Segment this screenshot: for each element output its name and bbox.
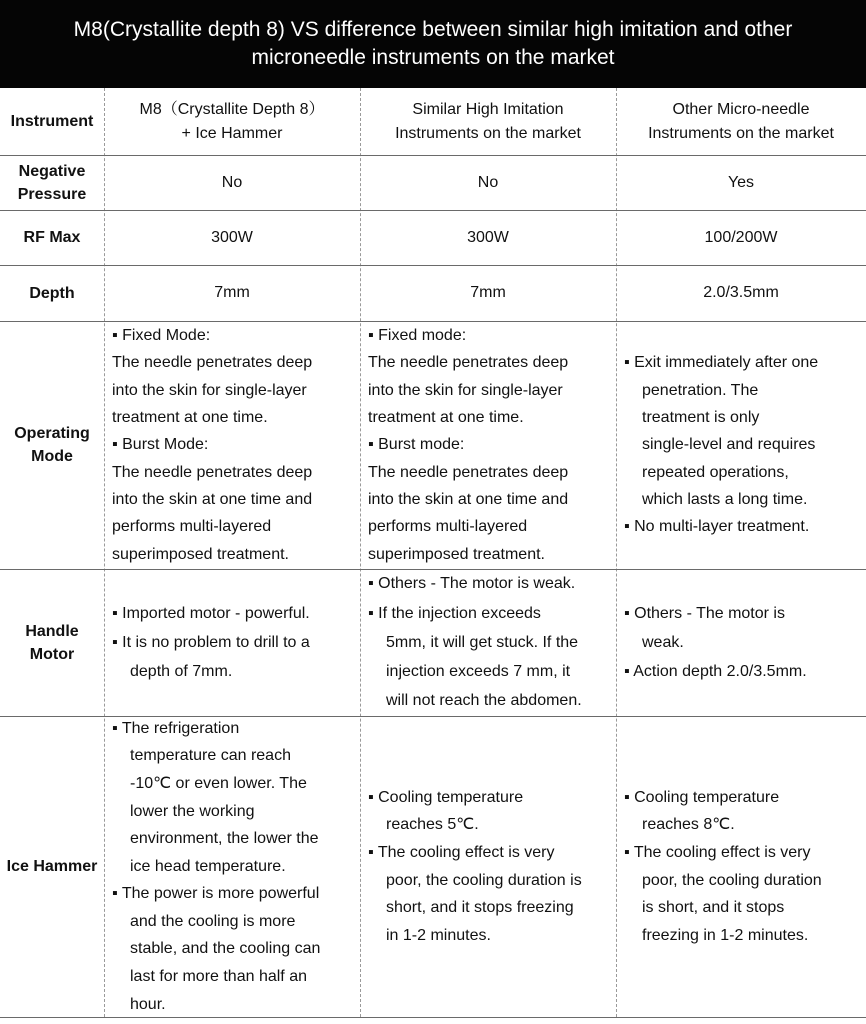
cell-operating-mode-col2-line: into the skin for single-layer bbox=[368, 381, 563, 399]
cell-operating-mode-col1-line: treatment at one time. bbox=[112, 409, 268, 427]
row-divider bbox=[0, 210, 866, 211]
column-divider bbox=[360, 88, 361, 1017]
cell-ice-hammer-col1-line: ▪ The power is more powerful bbox=[112, 885, 320, 903]
header-col-m8-line: + Ice Hammer bbox=[181, 124, 283, 142]
cell-operating-mode-col2-line: into the skin at one time and bbox=[368, 490, 569, 508]
header-col-imitation-line: Similar High Imitation bbox=[412, 100, 564, 118]
cell-ice-hammer-col3-line: poor, the cooling duration bbox=[642, 871, 822, 889]
cell-handle-motor-col2 bbox=[360, 569, 616, 716]
cell-ice-hammer-col1-line: -10℃ or even lower. The bbox=[130, 774, 307, 792]
cell-operating-mode-col1-line: ▪ Burst Mode: bbox=[112, 436, 209, 454]
cell-ice-hammer-col1-line: lower the working bbox=[130, 802, 255, 820]
cell-ice-hammer-col3-line: ▪ The cooling effect is very bbox=[624, 843, 811, 861]
cell-operating-mode-col1-line: ▪ Fixed Mode: bbox=[112, 327, 211, 345]
header-col-other-line: Instruments on the market bbox=[648, 124, 834, 142]
cell-handle-motor-col1 bbox=[104, 569, 360, 716]
header-col-other-line: Other Micro-needle bbox=[672, 100, 810, 118]
header-col-other bbox=[616, 88, 866, 155]
cell-handle-motor-col2-line: 5mm, it will get stuck. If the bbox=[386, 633, 579, 651]
cell-operating-mode-col2-line: treatment at one time. bbox=[368, 409, 524, 427]
row-divider bbox=[0, 1017, 866, 1018]
cell-rf-max-col1-line: 300W bbox=[211, 228, 253, 246]
cell-handle-motor-col3 bbox=[616, 569, 866, 716]
header-instrument-label-line: Instrument bbox=[10, 112, 94, 130]
cell-operating-mode-col2-line: ▪ Burst mode: bbox=[368, 436, 465, 454]
cell-handle-motor-col1-line: ▪ Imported motor - powerful. bbox=[112, 604, 310, 622]
cell-operating-mode-col3-line: which lasts a long time. bbox=[642, 490, 808, 508]
title-line-1: M8(Crystallite depth 8) VS difference between similar high imitation and other bbox=[73, 18, 793, 41]
cell-operating-mode-col1-line: into the skin for single-layer bbox=[112, 381, 307, 399]
cell-operating-mode-col3 bbox=[616, 321, 866, 569]
row-label-depth bbox=[0, 265, 104, 321]
row-label-rf-max bbox=[0, 210, 104, 265]
cell-depth-col1-line: 7mm bbox=[214, 284, 250, 301]
cell-handle-motor-col2-line: injection exceeds 7 mm, it bbox=[386, 663, 571, 681]
cell-ice-hammer-col1-line: last for more than half an bbox=[130, 968, 307, 986]
cell-operating-mode-col2-line: The needle penetrates deep bbox=[368, 354, 569, 372]
cell-ice-hammer-col1 bbox=[104, 716, 360, 1017]
cell-depth-col1 bbox=[104, 265, 360, 321]
row-label-operating-mode bbox=[0, 321, 104, 569]
cell-operating-mode-col3-line: repeated operations, bbox=[642, 463, 789, 481]
cell-handle-motor-col3-line: ▪ Others - The motor is bbox=[624, 604, 785, 622]
row-label-handle-motor-line: Motor bbox=[29, 645, 75, 663]
cell-handle-motor-col2-line: will not reach the abdomen. bbox=[386, 692, 582, 710]
cell-operating-mode-col2-line: superimposed treatment. bbox=[368, 545, 545, 563]
cell-ice-hammer-col3-line: is short, and it stops bbox=[642, 899, 785, 917]
cell-depth-col2 bbox=[360, 265, 616, 321]
cell-handle-motor-col3-line: weak. bbox=[642, 633, 684, 651]
header-col-imitation-line: Instruments on the market bbox=[395, 124, 581, 142]
cell-ice-hammer-col1-line: stable, and the cooling can bbox=[130, 940, 321, 958]
cell-rf-max-col2 bbox=[360, 210, 616, 265]
header-instrument-label bbox=[0, 88, 104, 155]
cell-negative-pressure-col1 bbox=[104, 155, 360, 210]
cell-ice-hammer-col1-line: ▪ The refrigeration bbox=[112, 719, 240, 737]
cell-negative-pressure-col3-line: Yes bbox=[727, 174, 755, 191]
cell-ice-hammer-col2-line: ▪ The cooling effect is very bbox=[368, 843, 555, 861]
cell-ice-hammer-col3-line: ▪ Cooling temperature bbox=[624, 788, 780, 806]
row-label-negative-pressure-line: Negative bbox=[18, 162, 86, 180]
row-label-operating-mode-line: Operating bbox=[14, 425, 90, 442]
row-label-operating-mode-line: Mode bbox=[31, 448, 73, 465]
cell-rf-max-col3 bbox=[616, 210, 866, 265]
cell-depth-col3-line: 2.0/3.5mm bbox=[703, 284, 779, 301]
cell-rf-max-col2-line: 300W bbox=[467, 228, 509, 246]
cell-negative-pressure-col2-line: No bbox=[477, 174, 499, 191]
cell-depth-col2-line: 7mm bbox=[470, 284, 506, 301]
cell-operating-mode-col1-line: into the skin at one time and bbox=[112, 490, 313, 508]
cell-negative-pressure-col3 bbox=[616, 155, 866, 210]
row-label-handle-motor-line: Handle bbox=[25, 622, 79, 640]
cell-negative-pressure-col2 bbox=[360, 155, 616, 210]
cell-operating-mode-col1-line: superimposed treatment. bbox=[112, 545, 289, 563]
cell-ice-hammer-col3-line: freezing in 1-2 minutes. bbox=[642, 926, 809, 944]
cell-operating-mode-col1-line: The needle penetrates deep bbox=[112, 354, 313, 372]
row-label-ice-hammer bbox=[0, 716, 104, 1017]
cell-operating-mode-col2 bbox=[360, 321, 616, 569]
cell-operating-mode-col3-line: ▪ No multi-layer treatment. bbox=[624, 518, 810, 536]
cell-ice-hammer-col2-line: in 1-2 minutes. bbox=[386, 926, 491, 944]
cell-rf-max-col1 bbox=[104, 210, 360, 265]
cell-operating-mode-col3-line: penetration. The bbox=[642, 381, 759, 399]
cell-handle-motor-col3-line: ▪ Action depth 2.0/3.5mm. bbox=[624, 663, 807, 681]
cell-operating-mode-col1 bbox=[104, 321, 360, 569]
column-divider bbox=[104, 88, 105, 1017]
row-divider bbox=[0, 321, 866, 322]
cell-ice-hammer-col2 bbox=[360, 716, 616, 1017]
row-label-rf-max-line: RF Max bbox=[23, 229, 81, 246]
cell-ice-hammer-col2-line: short, and it stops freezing bbox=[386, 899, 574, 917]
row-label-ice-hammer-line: Ice Hammer bbox=[6, 858, 98, 875]
cell-handle-motor-col2-line: ▪ Others - The motor is weak. bbox=[368, 575, 576, 593]
cell-handle-motor-col1-line: ▪ It is no problem to drill to a bbox=[112, 633, 310, 651]
header-col-imitation bbox=[360, 88, 616, 155]
cell-operating-mode-col3-line: treatment is only bbox=[642, 409, 760, 427]
cell-ice-hammer-col1-line: environment, the lower the bbox=[130, 830, 319, 848]
cell-handle-motor-col1-line: depth of 7mm. bbox=[130, 663, 233, 681]
cell-negative-pressure-col1-line: No bbox=[221, 174, 243, 191]
row-label-depth-line: Depth bbox=[29, 284, 75, 302]
row-label-negative-pressure-line: Pressure bbox=[17, 185, 87, 203]
cell-handle-motor-col2-line: ▪ If the injection exceeds bbox=[368, 604, 541, 622]
row-label-handle-motor bbox=[0, 569, 104, 716]
cell-operating-mode-col3-line: ▪ Exit immediately after one bbox=[624, 354, 819, 372]
row-divider bbox=[0, 716, 866, 717]
table-title bbox=[0, 0, 866, 88]
cell-ice-hammer-col1-line: ice head temperature. bbox=[130, 857, 286, 875]
row-divider bbox=[0, 155, 866, 156]
cell-ice-hammer-col1-line: temperature can reach bbox=[130, 747, 291, 765]
cell-operating-mode-col3-line: single-level and requires bbox=[642, 436, 816, 454]
title-line-2: microneedle instruments on the market bbox=[251, 46, 615, 69]
cell-depth-col3 bbox=[616, 265, 866, 321]
cell-ice-hammer-col2-line: ▪ Cooling temperature bbox=[368, 788, 524, 806]
header-col-m8-line: M8（Crystallite Depth 8） bbox=[139, 100, 325, 118]
cell-operating-mode-col1-line: The needle penetrates deep bbox=[112, 463, 313, 481]
cell-ice-hammer-col1-line: hour. bbox=[130, 995, 166, 1013]
cell-ice-hammer-col1-line: and the cooling is more bbox=[130, 912, 296, 930]
row-divider bbox=[0, 265, 866, 266]
row-divider bbox=[0, 569, 866, 570]
cell-operating-mode-col2-line: ▪ Fixed mode: bbox=[368, 327, 467, 345]
row-label-negative-pressure bbox=[0, 155, 104, 210]
cell-operating-mode-col2-line: performs multi-layered bbox=[368, 518, 528, 536]
cell-rf-max-col3-line: 100/200W bbox=[704, 228, 778, 246]
cell-operating-mode-col1-line: performs multi-layered bbox=[112, 518, 272, 536]
cell-ice-hammer-col2-line: poor, the cooling duration is bbox=[386, 871, 582, 889]
column-divider bbox=[616, 88, 617, 1017]
cell-ice-hammer-col3-line: reaches 8℃. bbox=[642, 816, 735, 834]
cell-ice-hammer-col2-line: reaches 5℃. bbox=[386, 816, 479, 834]
header-col-m8 bbox=[104, 88, 360, 155]
cell-ice-hammer-col3 bbox=[616, 716, 866, 1017]
cell-operating-mode-col2-line: The needle penetrates deep bbox=[368, 463, 569, 481]
